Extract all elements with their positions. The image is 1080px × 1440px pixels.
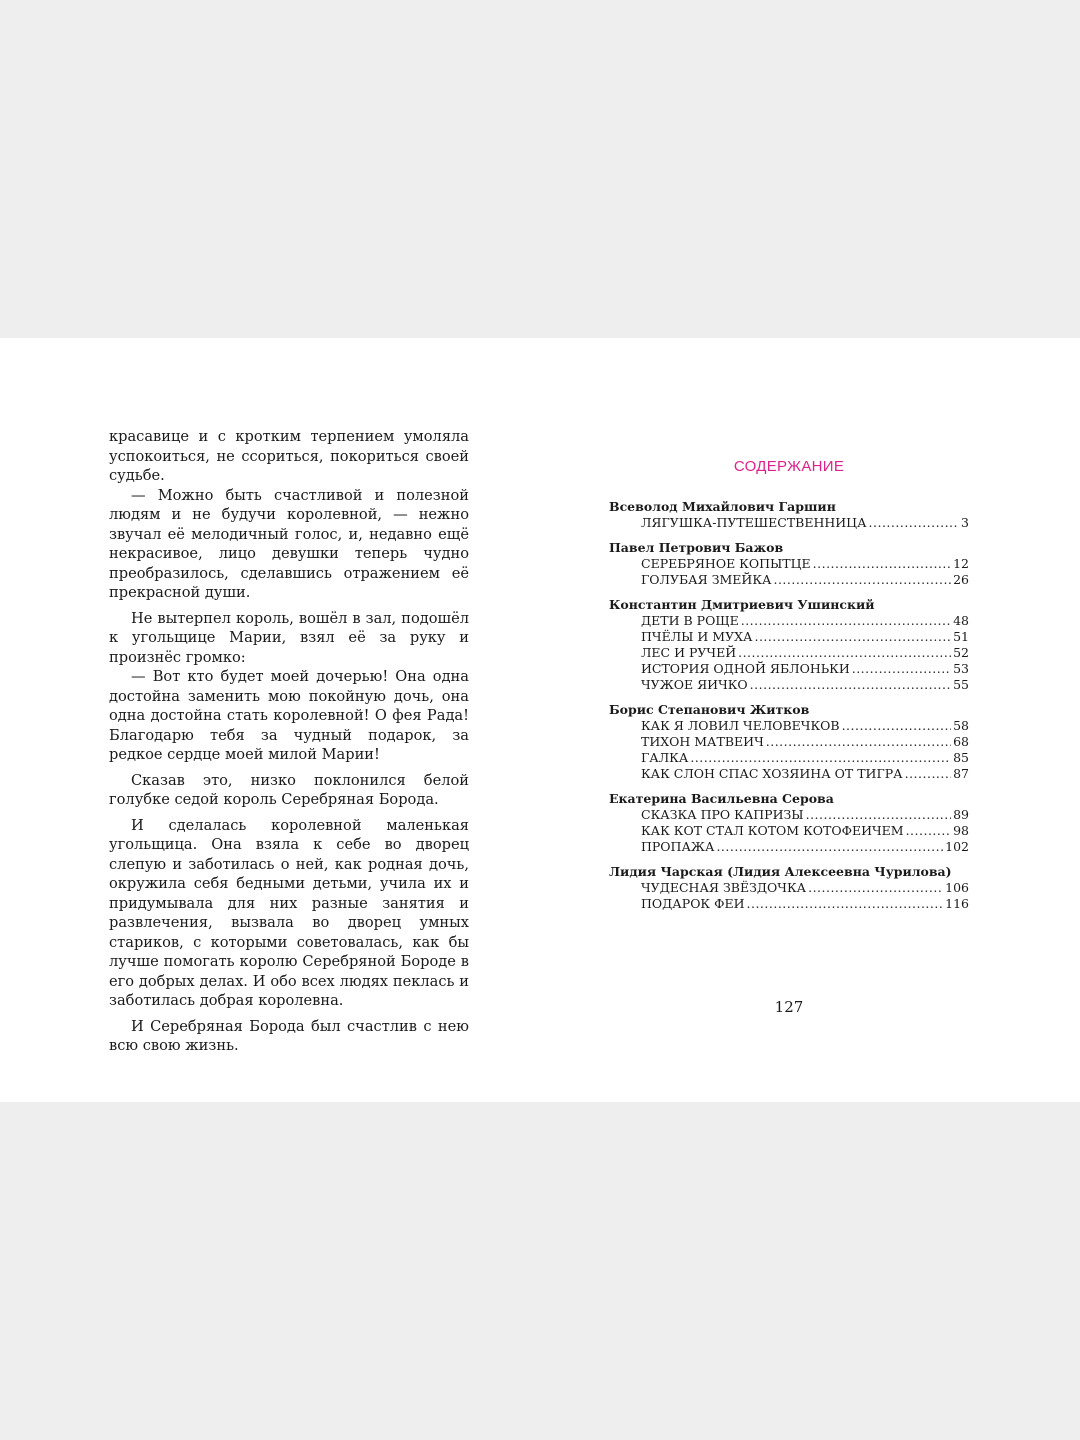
toc-entry <box>609 734 969 750</box>
toc-entry-page: 51 <box>953 629 969 644</box>
leader-dots <box>808 880 943 896</box>
toc-entry <box>609 750 969 766</box>
leader-dots <box>852 661 951 677</box>
toc-entry-page: 87 <box>953 766 969 781</box>
toc-entry <box>609 839 969 855</box>
toc-entry-title: ИСТОРИЯ ОДНОЙ ЯБЛОНЬКИ <box>641 661 850 676</box>
toc-entry-page: 58 <box>953 718 969 733</box>
toc-author-block <box>609 864 969 912</box>
table-of-contents <box>609 458 969 921</box>
leader-dots <box>750 677 951 693</box>
toc-entry-title: СЕРЕБРЯНОЕ КОПЫТЦЕ <box>641 556 811 571</box>
toc-author: Екатерина Васильевна Серова <box>609 791 834 806</box>
paragraph: — Вот кто будет моей дочерью! Она одна достойна заменить мою покойную дочь, она одна достойна стать королевной! О фея Рада! Благодарю тебя за чудный подарок, за редкое сердце моей милой Марии! <box>109 668 469 763</box>
toc-entry-page: 106 <box>945 880 969 895</box>
toc-entry <box>609 645 969 661</box>
paragraph: И сделалась королевной маленькая угольщица. Она взяла к себе во дворец слепую и заботилась о ней, как родная дочь, окружила себя бедными детьми, учила их и придумывала для них разные занятия и развлечения, вызвала во дворец умных стариков, с которыми советовалась, как бы лучше помогать королю Серебряной Бороде в его добрых делах. И обо всех людях пеклась и заботилась добрая королевна. <box>109 816 469 1009</box>
leader-dots <box>716 839 943 855</box>
toc-entry <box>609 629 969 645</box>
toc-entry-title: ДЕТИ В РОЩЕ <box>641 613 739 628</box>
toc-entry <box>609 556 969 572</box>
leader-dots <box>754 629 951 645</box>
leader-dots <box>842 718 952 734</box>
toc-entry <box>609 880 969 896</box>
toc-entry-page: 26 <box>953 572 969 587</box>
toc-entry-title: ЛЯГУШКА-ПУТЕШЕСТВЕННИЦА <box>641 515 867 530</box>
paragraph: красавице и с кротким терпением умоляла успокоиться, не ссориться, покориться своей судьбе. <box>109 428 469 484</box>
book-spread <box>0 338 1080 1102</box>
toc-entry <box>609 515 969 531</box>
toc-author-block <box>609 499 969 531</box>
toc-author-block <box>609 540 969 588</box>
toc-entry-title: ПЧЁЛЫ И МУХА <box>641 629 753 644</box>
toc-entry-title: КАК Я ЛОВИЛ ЧЕЛОВЕЧКОВ <box>641 718 840 733</box>
leader-dots <box>905 766 951 782</box>
toc-entry-page: 3 <box>961 515 969 530</box>
toc-entry-page: 85 <box>953 750 969 765</box>
toc-entry <box>609 766 969 782</box>
toc-author: Борис Степанович Житков <box>609 702 810 717</box>
toc-entry-title: ЧУЖОЕ ЯИЧКО <box>641 677 748 692</box>
leader-dots <box>906 823 952 839</box>
background-top <box>0 0 1080 338</box>
toc-entry-title: КАК КОТ СТАЛ КОТОМ КОТОФЕИЧЕМ <box>641 823 904 838</box>
toc-entry-page: 89 <box>953 807 969 822</box>
leader-dots <box>766 734 951 750</box>
toc-entry <box>609 572 969 588</box>
toc-entry-page: 48 <box>953 613 969 628</box>
toc-entry-page: 98 <box>953 823 969 838</box>
toc-author: Константин Дмитриевич Ушинский <box>609 597 875 612</box>
toc-entry-title: ПРОПАЖА <box>641 839 715 854</box>
leader-dots <box>690 750 951 766</box>
toc-entry-title: КАК СЛОН СПАС ХОЗЯИНА ОТ ТИГРА <box>641 766 903 781</box>
toc-title: СОДЕРЖАНИЕ <box>733 458 845 475</box>
toc-entry-title: ТИХОН МАТВЕИЧ <box>641 734 764 749</box>
toc-entry-page: 55 <box>953 677 969 692</box>
left-page-text <box>109 427 469 1056</box>
leader-dots <box>806 807 952 823</box>
toc-entry <box>609 613 969 629</box>
leader-dots <box>741 613 951 629</box>
toc-entry-title: ГОЛУБАЯ ЗМЕЙКА <box>641 572 772 587</box>
toc-author: Лидия Чарская (Лидия Алексеевна Чурилова) <box>609 864 952 879</box>
background-bottom <box>0 1102 1080 1440</box>
toc-entry-page: 12 <box>953 556 969 571</box>
leader-dots <box>773 572 951 588</box>
toc-entry <box>609 896 969 912</box>
toc-entry-page: 52 <box>953 645 969 660</box>
toc-entry <box>609 823 969 839</box>
page-number: 127 <box>774 998 804 1016</box>
toc-author-block <box>609 791 969 855</box>
leader-dots <box>747 896 944 912</box>
toc-entry-title: СКАЗКА ПРО КАПРИЗЫ <box>641 807 804 822</box>
toc-entry <box>609 661 969 677</box>
toc-entry-page: 102 <box>945 839 969 854</box>
toc-entry-page: 68 <box>953 734 969 749</box>
toc-entry-title: ПОДАРОК ФЕИ <box>641 896 745 911</box>
leader-dots <box>738 645 951 661</box>
toc-entry-page: 116 <box>945 896 969 911</box>
toc-author: Павел Петрович Бажов <box>609 540 784 555</box>
paragraph: И Серебряная Борода был счастлив с нею всю свою жизнь. <box>109 1017 469 1054</box>
paragraph: Сказав это, низко поклонился белой голубке седой король Серебряная Борода. <box>109 771 469 808</box>
toc-author-block <box>609 702 969 782</box>
toc-entry-title: ГАЛКА <box>641 750 689 765</box>
toc-entry <box>609 807 969 823</box>
toc-entry-title: ЧУДЕСНАЯ ЗВЁЗДОЧКА <box>641 880 807 895</box>
paragraph: Не вытерпел король, вошёл в зал, подошёл к угольщице Марии, взял её за руку и произнёс громко: <box>109 609 469 666</box>
leader-dots <box>869 515 960 531</box>
paragraph: — Можно быть счастливой и полезной людям и не будучи королевной, — нежно звучал её мелодичный голос, и, недавно ещё некрасивое, лицо девушки теперь чудно преобразилось, сделавшись отражением её прекрасной души. <box>109 486 469 601</box>
toc-entry <box>609 677 969 693</box>
leader-dots <box>813 556 951 572</box>
toc-entry-title: ЛЕС И РУЧЕЙ <box>641 645 737 660</box>
toc-entry-page: 53 <box>953 661 969 676</box>
toc-author-block <box>609 597 969 693</box>
toc-entry <box>609 718 969 734</box>
toc-author: Всеволод Михайлович Гаршин <box>609 499 836 514</box>
